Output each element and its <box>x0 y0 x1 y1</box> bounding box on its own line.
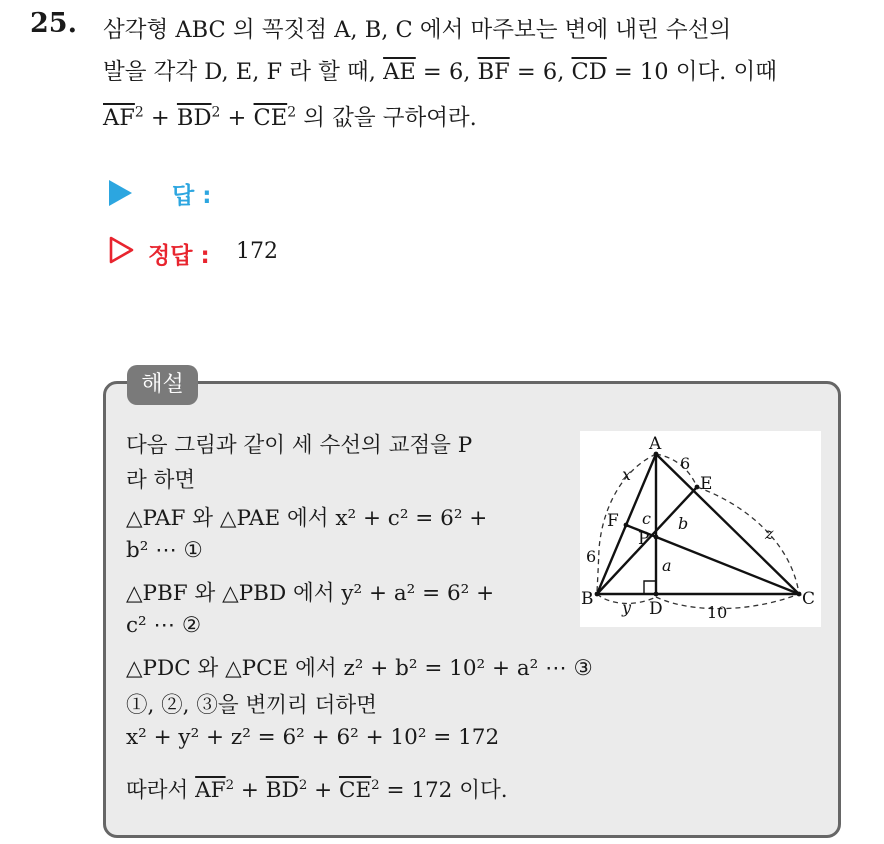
segment-af: $\overline{AF}$ <box>195 778 226 803</box>
label-d: D <box>649 599 663 619</box>
correct-answer-value: 172 <box>236 239 278 264</box>
label-b: B <box>581 589 594 609</box>
foot-d <box>654 592 659 597</box>
solution-line: 다음 그림과 같이 세 수선의 교점을 P <box>126 433 473 458</box>
answer-label: 답 : <box>172 183 212 209</box>
orthocenter-p <box>654 535 659 540</box>
label-x: x <box>622 465 632 484</box>
solution-line: 라 하면 <box>126 468 196 493</box>
question-line-3 <box>103 100 477 132</box>
correct-answer-label: 정답 : <box>148 243 210 269</box>
triangle-figure <box>580 431 821 627</box>
segment-ae: $\overline{AE}$ <box>383 59 416 85</box>
segment-bd: $\overline{BD}$ <box>265 778 299 803</box>
label-e: E <box>700 474 713 494</box>
triangle-diagram <box>580 431 821 627</box>
solution-line: c² ⋯ ② <box>126 613 202 638</box>
equation-ae: = 6, <box>415 59 478 85</box>
question-line-2-prefix: 발을 각각 D, E, F 라 할 때, <box>103 59 384 85</box>
square-exponent: 2 <box>225 778 235 794</box>
question-line-2 <box>103 54 777 86</box>
square-exponent: 2 <box>298 778 308 794</box>
right-angle-mark <box>644 581 656 594</box>
segment-cd: $\overline{CD}$ <box>571 59 607 85</box>
square-exponent: 2 <box>371 778 380 794</box>
plus-sign: + <box>143 105 177 131</box>
label-p: P <box>638 529 650 549</box>
question-line-1: 삼각형 ABC 의 꼭짓점 A, B, C 에서 마주보는 변에 내린 수선의 <box>103 17 732 43</box>
segment-ce: $\overline{CE}$ <box>253 105 288 131</box>
solution-line: x² + y² + z² = 6² + 6² + 10² = 172 <box>126 725 500 750</box>
segment-af: $\overline{AF}$ <box>103 105 135 131</box>
solution-line: △PDC 와 △PCE 에서 z² + b² = 10² + a² ⋯ ③ <box>126 656 593 681</box>
label-a: A <box>649 434 662 454</box>
question-number: 25. <box>30 8 77 39</box>
equation-cd: = 10 이다. 이때 <box>606 59 777 85</box>
solution-line: △PAF 와 △PAE 에서 x² + c² = 6² + <box>126 506 488 531</box>
solution-tag: 해설 <box>127 365 198 405</box>
square-exponent: 2 <box>211 104 221 121</box>
label-b-length: b <box>678 514 689 533</box>
play-arrow-icon <box>109 180 132 206</box>
equation-bf: = 6, <box>509 59 572 85</box>
label-ae-length: 6 <box>680 454 691 473</box>
conclusion-suffix: = 172 이다. <box>379 778 508 803</box>
foot-e <box>695 485 700 490</box>
label-a-length: a <box>662 556 672 575</box>
foot-f <box>624 523 629 528</box>
label-z: z <box>765 524 774 543</box>
label-cd-length: 10 <box>707 603 728 622</box>
question-line-3-suffix: 의 값을 구하여라. <box>296 105 477 131</box>
label-y: y <box>622 598 632 617</box>
plus-sign: + <box>220 105 254 131</box>
conclusion-prefix: 따라서 <box>126 778 196 803</box>
vertex-b <box>595 592 600 597</box>
square-exponent: 2 <box>287 104 297 121</box>
solution-line: ①, ②, ③을 변끼리 더하면 <box>126 693 377 718</box>
square-exponent: 2 <box>134 104 144 121</box>
label-c: C <box>802 589 816 609</box>
segment-ce: $\overline{CE}$ <box>339 778 372 803</box>
segment-bf: $\overline{BF}$ <box>477 59 510 85</box>
plus-sign: + <box>307 778 339 803</box>
vertex-c <box>797 592 802 597</box>
solution-line: △PBF 와 △PBD 에서 y² + a² = 6² + <box>126 581 495 606</box>
solution-conclusion <box>126 773 508 804</box>
solution-line: b² ⋯ ① <box>126 538 203 563</box>
label-f: F <box>607 511 619 531</box>
label-c-length: c <box>642 509 651 528</box>
segment-bd: $\overline{BD}$ <box>176 105 212 131</box>
arc-cd <box>656 594 799 609</box>
outline-arrow-icon <box>109 236 135 264</box>
plus-sign: + <box>234 778 266 803</box>
label-bf-length: 6 <box>586 547 597 566</box>
